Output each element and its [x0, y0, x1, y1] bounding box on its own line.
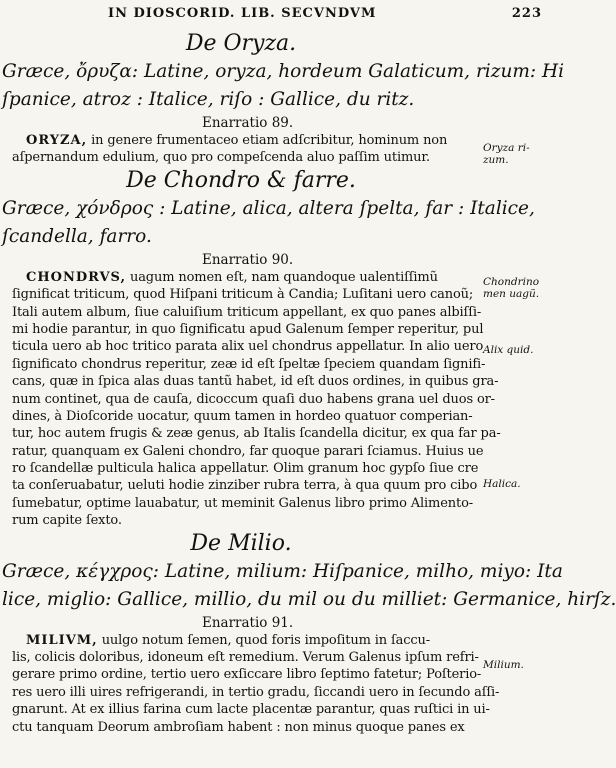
text-line: mi hodie parantur, in quo ſignificatu apud Galenum ſemper reperitur, pul [12, 321, 484, 337]
text-line: gerare primo ordine, tertio uero exſiccare libro ſeptimo fatetur; Poſterio- [12, 667, 482, 683]
section-title-chondrus: De Chondro & farre. [126, 167, 356, 193]
text-line: ticula uero ab hoc tritico parata alix uel chondrus appellatur. In alio uero [12, 339, 484, 355]
text-line: ctu tanquam Deorum ambroſiam habent : non minus quoque panes ex [12, 719, 465, 735]
text-line: cans, quæ in ſpica alas duas tantũ habet, id eſt duos ordines, in quibus gra- [12, 374, 499, 390]
section-title-milium: De Milio. [190, 530, 292, 556]
text-line: ta conſeruabatur, ueluti hodie zinziber rubra terra, à qua quum pro cibo [12, 478, 478, 494]
margin-note-chondrino: Chondrino men uagũ. [483, 276, 540, 300]
text-line: ſignificat triticum, quod Hiſpani triticum à Candia; Luſitani uero canoũ; [12, 287, 474, 303]
names-line: Græce, χόνδρος : Latine, alica, altera ſpelta, far : Italice, [2, 197, 535, 219]
line-text: in genere frumentaceo etiam adſcribitur, hominum non [91, 133, 448, 148]
text-line [2, 632, 480, 649]
names-line: ſpanice, atroz : Italice, riſo : Gallice, du ritz. [2, 89, 415, 110]
text-line [2, 269, 480, 286]
line-text: uulgo notum ſemen, quod foris impoſitum in ſaccu- [101, 632, 430, 648]
line-text: uagum nomen eſt, nam quandoque ualentiſſimũ [129, 269, 438, 285]
text-line: ſumebatur, optime lauabatur, ut meminit Galenus libro primo Alimento- [12, 495, 473, 511]
text-line: lis, colicis doloribus, idoneum eſt remedium. Verum Galenus ipſum refri- [12, 650, 479, 666]
margin-note-halica: Halica. [483, 478, 521, 490]
enarratio-heading: Enarratio 90. [202, 251, 294, 268]
running-title: IN DIOSCORID. LIB. SECVNDVM [108, 6, 377, 21]
names-line: lice, miglio: Gallice, millio, du mil ou du milliet: Germanice, hirſz. [2, 588, 616, 610]
enarratio-heading: Enarratio 91. [202, 614, 294, 631]
names-line: Græce, ὄρυζα: Latine, oryza, hordeum Galaticum, rizum: Hi [2, 61, 565, 82]
names-line: Græce, κέγχρος: Latine, milium: Hiſpanice, milho, miyo: Ita [2, 560, 563, 582]
text-line: num continet, qua de cauſa, dicoccum quaſi duo habens grana uel duos or- [12, 391, 495, 407]
text-line: dines, à Dioſcoride uocatur, quum tamen in hordeo quatuor comperian- [12, 408, 473, 424]
text-line [2, 132, 480, 149]
text-line: Itali autem album, ſiue caluiſium triticum appellant, ex quo panes albiſſi- [12, 304, 482, 320]
page-number: 223 [511, 6, 542, 21]
text-line: rum capite ſexto. [12, 513, 122, 529]
text-line: ro ſcandellæ pulticula halica appellatur. Olim granum hoc gypſo ſiue cre [12, 461, 479, 477]
enarratio-heading: Enarratio 89. [202, 115, 294, 131]
section-title-oryza: De Oryza. [185, 31, 297, 56]
lead-word: ORYZA, [26, 133, 88, 148]
margin-note-oryza: Oryza ri- zum. [483, 142, 530, 166]
text-line: tur, hoc autem frugis & zeæ genus, ab Italis ſcandella dicitur, ex qua far pa- [12, 426, 501, 442]
text-line: ratur, quanquam ex Galeni chondro, far quoque parari ſciamus. Huius ue [12, 443, 484, 459]
running-header [108, 6, 548, 26]
margin-note-alix: Alix quid. [483, 344, 534, 356]
text-line: gnarunt. At ex illius farina cum lacte placentæ parantur, quas ruſtici in ui- [12, 702, 490, 718]
names-line: ſcandella, farro. [2, 225, 152, 247]
text-line: aſpernandum edulium, quo pro compeſcenda aluo paſſim utimur. [12, 150, 430, 166]
margin-note-milium: Milium. [483, 659, 524, 671]
lead-word: CHONDRVS, [26, 269, 126, 285]
text-line: res uero illi uires refrigerandi, in tertio gradu, ſiccandi uero in ſecundo aſſi- [12, 684, 500, 700]
text-line: ſignificato chondrus reperitur, zeæ id eſt ſpeltæ ſpeciem quandam ſignifi- [12, 356, 486, 372]
lead-word: MILIVM, [26, 632, 98, 648]
